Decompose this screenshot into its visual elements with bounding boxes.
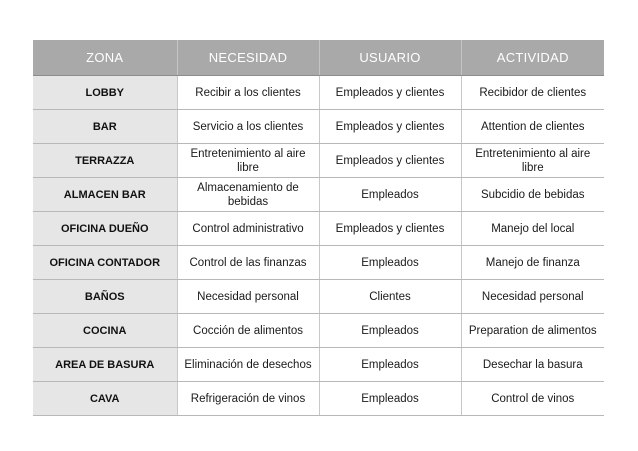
table-body — [33, 76, 604, 416]
cell-zona: LOBBY — [33, 76, 177, 110]
cell-zona: CAVA — [33, 382, 177, 416]
cell-usuario: Clientes — [319, 280, 461, 314]
cell-zona: OFICINA DUEÑO — [33, 212, 177, 246]
cell-usuario: Empleados — [319, 314, 461, 348]
header-usuario: USUARIO — [319, 40, 461, 76]
cell-usuario: Empleados — [319, 382, 461, 416]
header-necesidad: NECESIDAD — [177, 40, 319, 76]
cell-zona: BAÑOS — [33, 280, 177, 314]
cell-zona: ALMACEN BAR — [33, 178, 177, 212]
cell-actividad: Subcidio de bebidas — [461, 178, 604, 212]
cell-actividad: Manejo de finanza — [461, 246, 604, 280]
cell-necesidad: Recibir a los clientes — [177, 76, 319, 110]
table-row — [33, 144, 604, 178]
cell-necesidad: Cocción de alimentos — [177, 314, 319, 348]
cell-zona: TERRAZZA — [33, 144, 177, 178]
cell-necesidad: Control de las finanzas — [177, 246, 319, 280]
cell-necesidad: Entretenimiento al aire libre — [177, 144, 319, 178]
cell-actividad: Manejo del local — [461, 212, 604, 246]
cell-necesidad: Eliminación de desechos — [177, 348, 319, 382]
cell-usuario: Empleados y clientes — [319, 76, 461, 110]
header-zona: ZONA — [33, 40, 177, 76]
cell-usuario: Empleados — [319, 178, 461, 212]
table-row — [33, 178, 604, 212]
table-row — [33, 280, 604, 314]
cell-zona: AREA DE BASURA — [33, 348, 177, 382]
cell-actividad: Desechar la basura — [461, 348, 604, 382]
cell-actividad: Control de vinos — [461, 382, 604, 416]
table-row — [33, 246, 604, 280]
cell-usuario: Empleados y clientes — [319, 144, 461, 178]
cell-necesidad: Refrigeración de vinos — [177, 382, 319, 416]
cell-necesidad: Servicio a los clientes — [177, 110, 319, 144]
cell-usuario: Empleados y clientes — [319, 212, 461, 246]
cell-zona: OFICINA CONTADOR — [33, 246, 177, 280]
table-row — [33, 110, 604, 144]
cell-necesidad: Necesidad personal — [177, 280, 319, 314]
cell-actividad: Recibidor de clientes — [461, 76, 604, 110]
cell-usuario: Empleados y clientes — [319, 110, 461, 144]
cell-actividad: Attention de clientes — [461, 110, 604, 144]
cell-necesidad: Control administrativo — [177, 212, 319, 246]
cell-usuario: Empleados — [319, 246, 461, 280]
cell-necesidad: Almacenamiento de bebidas — [177, 178, 319, 212]
header-actividad: ACTIVIDAD — [461, 40, 604, 76]
cell-actividad: Preparation de alimentos — [461, 314, 604, 348]
cell-usuario: Empleados — [319, 348, 461, 382]
table-row — [33, 212, 604, 246]
cell-zona: COCINA — [33, 314, 177, 348]
table-row — [33, 348, 604, 382]
cell-zona: BAR — [33, 110, 177, 144]
cell-actividad: Necesidad personal — [461, 280, 604, 314]
header-row — [33, 40, 604, 76]
table-header — [33, 40, 604, 76]
cell-actividad: Entretenimiento al aire libre — [461, 144, 604, 178]
table-row — [33, 76, 604, 110]
table-row — [33, 314, 604, 348]
zones-table — [33, 40, 604, 416]
table-row — [33, 382, 604, 416]
